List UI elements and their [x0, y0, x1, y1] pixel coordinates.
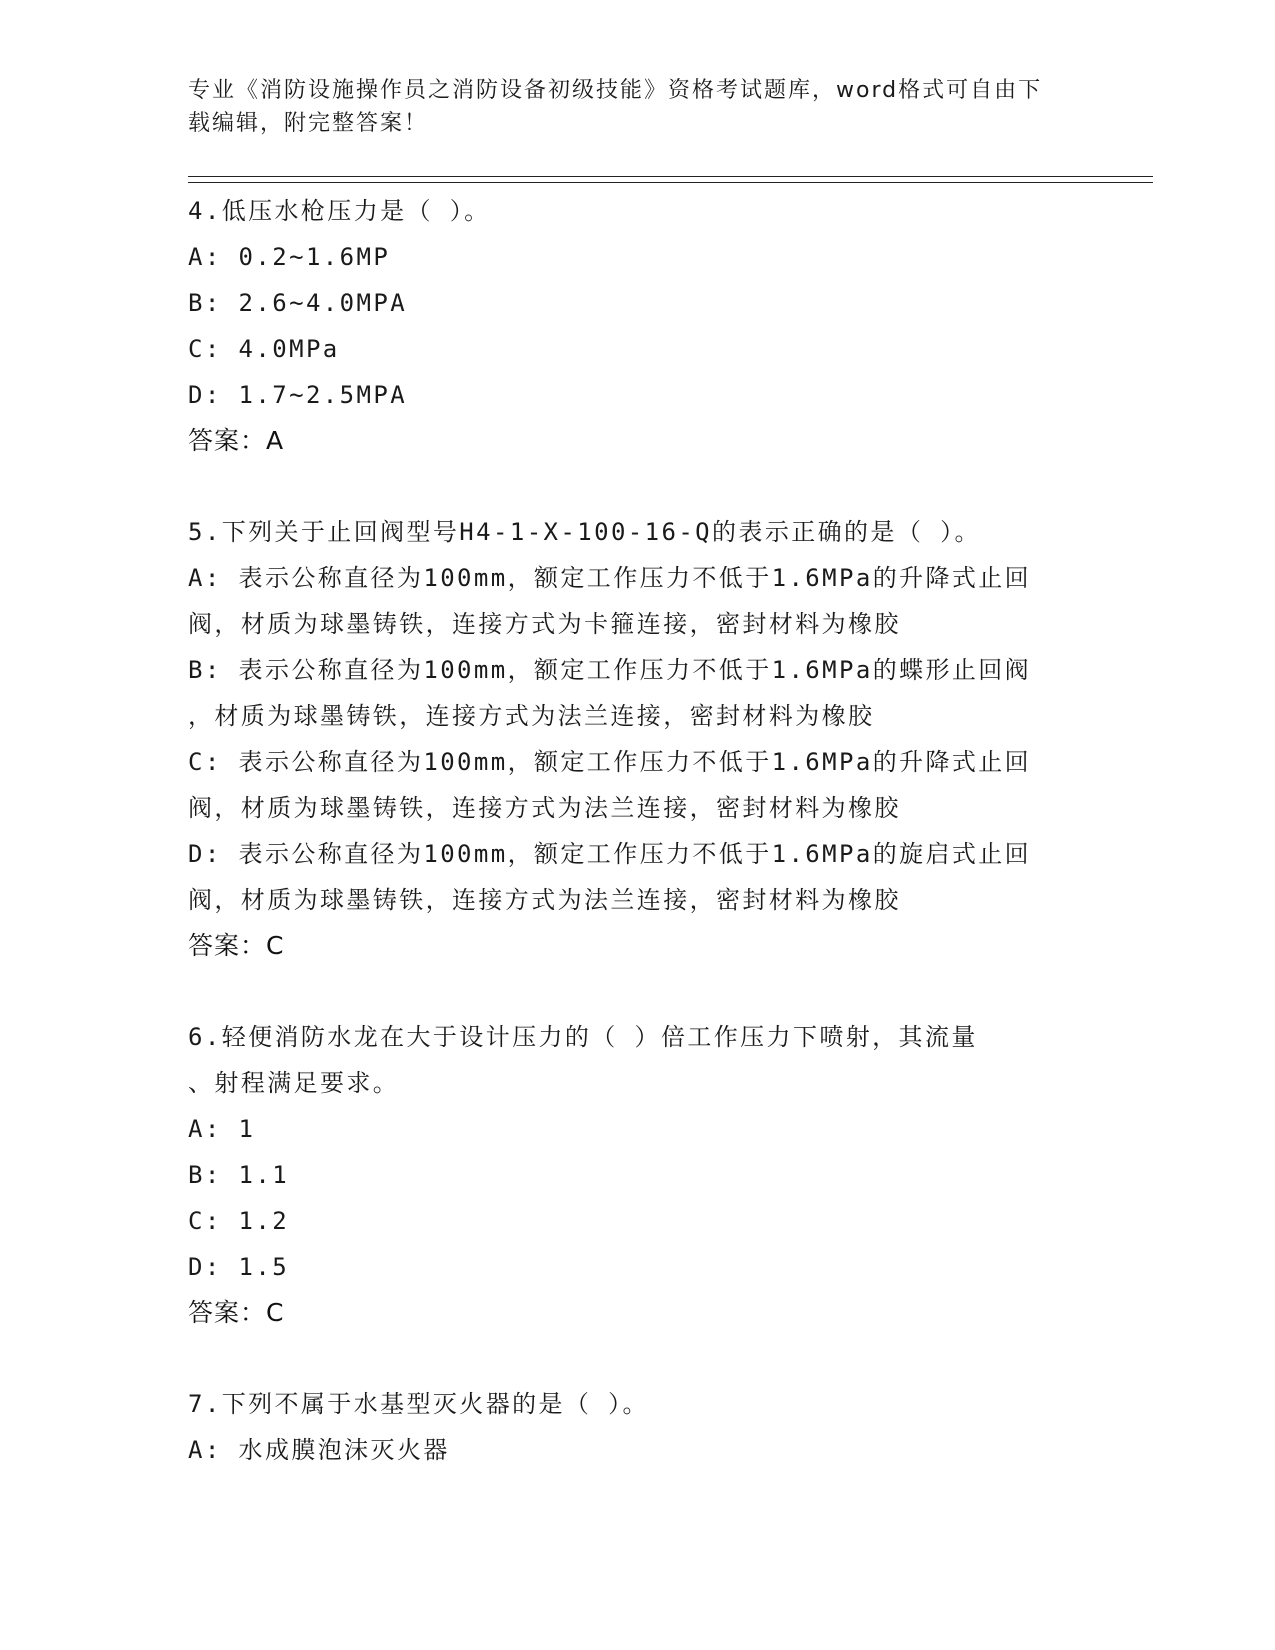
question-stem: 6.轻便消防水龙在大于设计压力的（ ）倍工作压力下喷射，其流量 [188, 1023, 978, 1051]
option-line: 阀，材质为球墨铸铁，连接方式为法兰连接，密封材料为橡胶 [188, 794, 901, 822]
question-stem: 、射程满足要求。 [188, 1069, 400, 1097]
option-line: B: 表示公称直径为100mm，额定工作压力不低于1.6MPa的蝶形止回阀 [188, 656, 1032, 684]
option-line: C: 1.2 [188, 1207, 290, 1235]
question-stem: 5.下列关于止回阀型号H4-1-X-100-16-Q的表示正确的是（ ）。 [188, 518, 981, 546]
option-line: A: 表示公称直径为100mm，额定工作压力不低于1.6MPa的升降式止回 [188, 564, 1032, 592]
option-line: D: 1.7~2.5MPA [188, 381, 408, 409]
option-line: B: 1.1 [188, 1161, 290, 1189]
question-block [188, 1014, 1088, 1381]
header-line-2: 载编辑，附完整答案！ [188, 111, 429, 136]
header-line-1: 专业《消防设施操作员之消防设备初级技能》资格考试题库，word格式可自由下 [188, 78, 1043, 103]
answer-line: 答案：C [188, 1298, 285, 1327]
option-line: A: 水成膜泡沫灭火器 [188, 1436, 450, 1464]
option-line: 阀，材质为球墨铸铁，连接方式为法兰连接，密封材料为橡胶 [188, 886, 901, 914]
question-gap [188, 464, 1088, 509]
question-block [188, 1381, 1088, 1473]
question-block [188, 509, 1088, 1014]
option-line: D: 1.5 [188, 1253, 290, 1281]
answer-line: 答案：C [188, 931, 285, 960]
option-line: D: 表示公称直径为100mm，额定工作压力不低于1.6MPa的旋启式止回 [188, 840, 1032, 868]
question-gap [188, 1336, 1088, 1381]
option-line: A: 0.2~1.6MP [188, 243, 391, 271]
option-line: B: 2.6~4.0MPA [188, 289, 408, 317]
option-line: C: 4.0MPa [188, 335, 340, 363]
option-line: C: 表示公称直径为100mm，额定工作压力不低于1.6MPa的升降式止回 [188, 748, 1032, 776]
header-rule-bottom [188, 182, 1153, 183]
answer-line: 答案：A [188, 426, 285, 455]
question-list [188, 188, 1088, 1473]
question-stem: 7.下列不属于水基型灭火器的是（ ）。 [188, 1390, 649, 1418]
question-block [188, 188, 1088, 509]
document-header [188, 74, 1068, 140]
option-line: 阀，材质为球墨铸铁，连接方式为卡箍连接，密封材料为橡胶 [188, 610, 901, 638]
question-stem: 4.低压水枪压力是（ ）。 [188, 197, 491, 225]
header-rule-top [188, 176, 1153, 177]
option-line: ，材质为球墨铸铁，连接方式为法兰连接，密封材料为橡胶 [188, 702, 875, 730]
option-line: A: 1 [188, 1115, 256, 1143]
question-gap [188, 969, 1088, 1014]
